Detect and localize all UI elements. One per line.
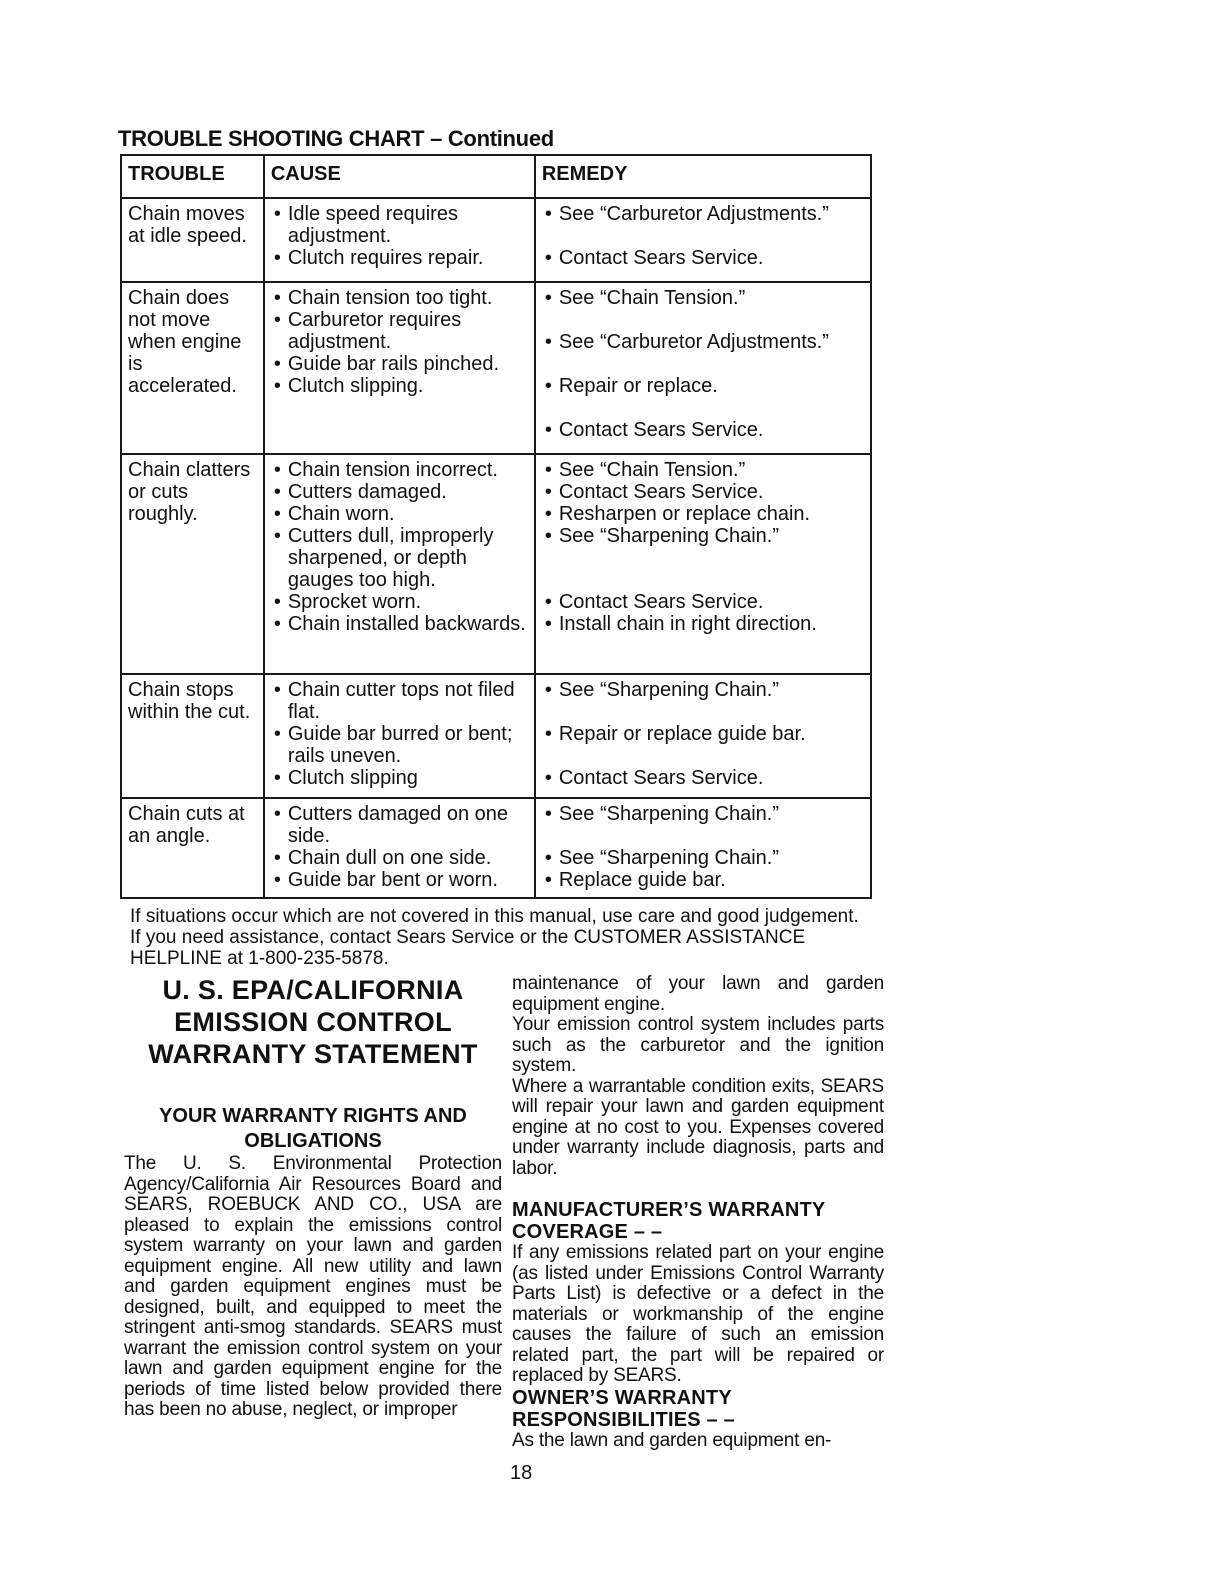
remedy-item: • Replace guide bar.: [542, 869, 864, 891]
cause-cell: [264, 198, 535, 282]
remedy-cell: [535, 198, 871, 282]
rights-heading-line: YOUR WARRANTY RIGHTS AND: [159, 1105, 467, 1127]
remedy-item: • See “Carburetor Adjustments.”: [542, 203, 864, 225]
cause-item: • Clutch slipping: [271, 767, 528, 789]
table-row: [121, 198, 871, 282]
table-row: [121, 282, 871, 454]
cause-item: • Chain worn.: [271, 503, 528, 525]
remedy-item: • See “Sharpening Chain.”: [542, 679, 864, 701]
cause-cell: [264, 674, 535, 798]
trouble-shooting-table: [120, 154, 872, 899]
left-column: [124, 974, 502, 1421]
help-paragraph: If situations occur which are not covered in this manual, use care and good judgement. If you need assistance, contact Sears Service or the CUSTOMER ASSISTANCE HELPLINE at 1-800-235-5878.: [130, 906, 859, 969]
remedy-item: • Contact Sears Service.: [542, 419, 864, 441]
cause-item: • Chain tension too tight.: [271, 287, 528, 309]
cause-item: • Chain dull on one side.: [271, 847, 528, 869]
cause-item: • Carburetor requires adjustment.: [271, 309, 528, 353]
remedy-cell: [535, 454, 871, 674]
maintenance-paragraph: maintenance of your lawn and garden equipment engine.: [512, 973, 884, 1015]
remedy-cell: [535, 282, 871, 454]
rights-paragraph: The U. S. Environmental Protection Agency/California Air Resources Board and SEARS, ROEBUCK AND CO., USA are pleased to explain the emissions control system warranty on your lawn and garden equipment engine. All new utility and lawn and garden equipment engines must be designed, built, and equipped to meet the stringent anti-smog standards. SEARS must warrant the emission control system on your lawn and garden equipment engine for the periods of time listed below provided there has been no abuse, neglect, or improper: [124, 1153, 502, 1420]
table-header-row: [121, 155, 871, 198]
page-number: 18: [510, 1462, 533, 1484]
remedy-item: • See “Sharpening Chain.”: [542, 803, 864, 825]
trouble-cell: Chain cuts at an angle.: [121, 798, 264, 898]
cause-item: • Chain tension incorrect.: [271, 459, 528, 481]
warranty-title-line: EMISSION CONTROL: [174, 1007, 452, 1037]
remedy-item: • See “Carburetor Adjustments.”: [542, 331, 864, 353]
cause-item: • Chain installed backwards.: [271, 613, 528, 635]
header-trouble: TROUBLE: [121, 155, 264, 198]
cause-item: • Chain cutter tops not filed flat.: [271, 679, 528, 723]
cause-cell: [264, 798, 535, 898]
remedy-item: • Contact Sears Service.: [542, 767, 864, 789]
remedy-item: • Repair or replace guide bar.: [542, 723, 864, 745]
cause-item: • Sprocket worn.: [271, 591, 528, 613]
manufacturer-heading: MANUFACTURER’S WARRANTY COVERAGE – –: [512, 1199, 826, 1243]
warranty-title-line: WARRANTY STATEMENT: [148, 1039, 478, 1069]
cause-item: • Guide bar rails pinched.: [271, 353, 528, 375]
warranty-title: [124, 974, 502, 1070]
remedy-cell: [535, 798, 871, 898]
remedy-item: • See “Sharpening Chain.”: [542, 847, 864, 869]
remedy-item: • Install chain in right direction.: [542, 613, 864, 635]
table-row: [121, 798, 871, 898]
remedy-item: • Contact Sears Service.: [542, 247, 864, 269]
manufacturer-paragraph: If any emissions related part on your engine (as listed under Emissions Control Warranty Parts List) is defective or a defect in the materials or workmanship of the engine causes the failure of such an emission related part, the part will be repaired or replaced by SEARS.: [512, 1242, 884, 1386]
table-row: [121, 454, 871, 674]
cause-item: • Idle speed requires adjustment.: [271, 203, 528, 247]
rights-heading: [124, 1104, 502, 1154]
remedy-item: • Repair or replace.: [542, 375, 864, 397]
header-remedy: REMEDY: [535, 155, 871, 198]
remedy-item: • Contact Sears Service.: [542, 481, 864, 503]
cause-item: • Clutch requires repair.: [271, 247, 528, 269]
right-column: [512, 974, 884, 1451]
remedy-item: • See “Sharpening Chain.”: [542, 525, 864, 547]
owner-heading: OWNER’S WARRANTY RESPONSIBILITIES – –: [512, 1386, 735, 1431]
chart-title: TROUBLE SHOOTING CHART – Continued: [118, 126, 554, 151]
cause-item: • Guide bar bent or worn.: [271, 869, 528, 891]
cause-item: • Cutters dull, improperly sharpened, or depth gauges too high.: [271, 525, 528, 591]
trouble-cell: Chain stops within the cut.: [121, 674, 264, 798]
system-paragraph: Your emission control system includes parts such as the carburetor and the ignition system.: [512, 1014, 884, 1076]
cause-item: • Cutters damaged.: [271, 481, 528, 503]
remedy-item: • Contact Sears Service.: [542, 591, 864, 613]
trouble-cell: Chain clatters or cuts roughly.: [121, 454, 264, 674]
repair-paragraph: Where a warrantable condition exits, SEARS will repair your lawn and garden equipment engine at no cost to you. Expenses covered under warranty include diagnosis, parts and labor.: [512, 1075, 884, 1179]
rights-heading-line: OBLIGATIONS: [244, 1130, 382, 1152]
remedy-item: • Resharpen or replace chain.: [542, 503, 864, 525]
table-row: [121, 674, 871, 798]
remedy-item: • See “Chain Tension.”: [542, 459, 864, 481]
cause-cell: [264, 454, 535, 674]
trouble-cell: Chain moves at idle speed.: [121, 198, 264, 282]
remedy-item: • See “Chain Tension.”: [542, 287, 864, 309]
remedy-cell: [535, 674, 871, 798]
warranty-title-line: U. S. EPA/CALIFORNIA: [162, 975, 464, 1005]
owner-paragraph: As the lawn and garden equipment en-: [512, 1429, 832, 1451]
cause-item: • Clutch slipping.: [271, 375, 528, 397]
trouble-cell: Chain does not move when engine is accelerated.: [121, 282, 264, 454]
cause-cell: [264, 282, 535, 454]
header-cause: CAUSE: [264, 155, 535, 198]
cause-item: • Cutters damaged on one side.: [271, 803, 528, 847]
cause-item: • Guide bar burred or bent; rails uneven.: [271, 723, 528, 767]
